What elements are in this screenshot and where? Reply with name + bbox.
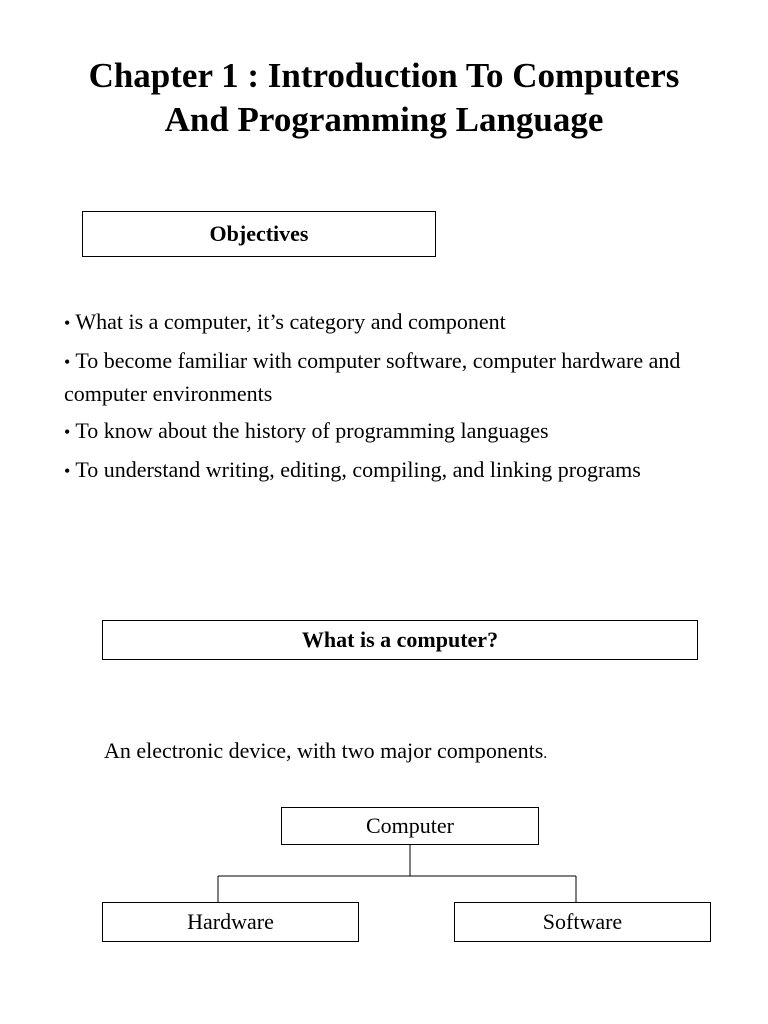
bullet-icon: • (64, 352, 71, 372)
diagram-node-computer-label: Computer (366, 813, 454, 838)
bullet-icon: • (64, 422, 71, 442)
page-title (0, 54, 768, 142)
bullet-icon: • (64, 313, 71, 333)
computer-section-heading-box (102, 620, 698, 660)
objective-text-2: To become familiar with computer software, computer hardware and computer environments (64, 348, 681, 406)
objectives-list (64, 306, 704, 493)
computer-description (104, 736, 547, 769)
objective-item-1 (64, 306, 704, 339)
diagram-node-hardware-label: Hardware (187, 909, 274, 934)
computer-description-period: . (543, 745, 548, 762)
objective-text-1: What is a computer, it’s category and component (75, 309, 506, 334)
computer-section-heading: What is a computer? (301, 627, 499, 652)
objectives-heading: Objectives (209, 221, 309, 246)
objective-text-4: To understand writing, editing, compiling, and linking programs (75, 457, 641, 482)
objective-item-3 (64, 415, 704, 448)
diagram-node-software (454, 902, 711, 942)
diagram-node-hardware (102, 902, 359, 942)
title-line-2: And Programming Language (164, 100, 604, 139)
computer-description-text: An electronic device, with two major components (104, 738, 544, 763)
diagram-node-computer (281, 807, 539, 845)
diagram-node-software-label: Software (542, 909, 623, 934)
title-line-1: Chapter 1 : Introduction To Computers (88, 56, 680, 95)
objective-text-3: To know about the history of programming languages (75, 418, 549, 443)
objective-item-2 (64, 345, 704, 409)
objectives-heading-box (82, 211, 436, 257)
objective-item-4 (64, 454, 704, 487)
bullet-icon: • (64, 461, 71, 481)
